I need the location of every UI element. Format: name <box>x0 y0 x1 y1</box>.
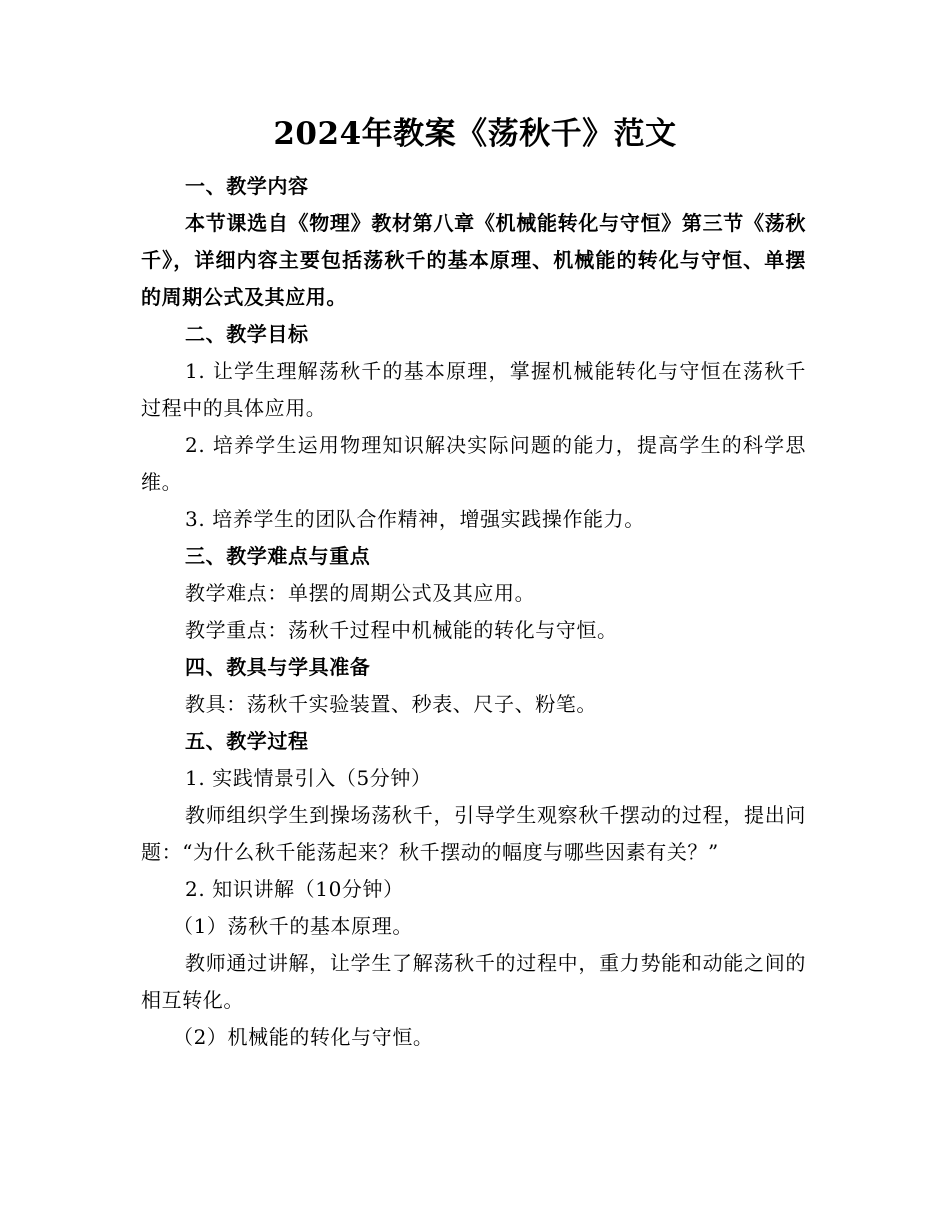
paragraph-key-point: 教学重点：荡秋千过程中机械能的转化与守恒。 <box>185 618 618 642</box>
section-heading-teaching-process: 五、教学过程 <box>185 729 309 753</box>
section-heading-teaching-goals: 二、教学目标 <box>185 322 309 346</box>
goal-item-3: 3. 培养学生的团队合作精神，增强实践操作能力。 <box>185 507 645 531</box>
document-body <box>141 168 806 1056</box>
paragraph-teaching-aids: 教具：荡秋千实验装置、秒表、尺子、粉笔。 <box>185 692 597 716</box>
sub-item-1: （1）荡秋千的基本原理。 <box>173 914 413 938</box>
section-heading-teaching-aids: 四、教具与学具准备 <box>185 655 371 679</box>
process-step-2: 2. 知识讲解（10分钟） <box>185 877 404 901</box>
goal-item-2: 2. 培养学生运用物理知识解决实际问题的能力，提高学生的科学思维。 <box>141 433 806 494</box>
paragraph-explanation: 教师通过讲解，让学生了解荡秋千的过程中，重力势能和动能之间的相互转化。 <box>141 951 806 1012</box>
section-heading-teaching-content: 一、教学内容 <box>185 174 309 198</box>
paragraph-course-source: 本节课选自《物理》教材第八章《机械能转化与守恒》第三节《荡秋千》，详细内容主要包括荡秋千的基本原理、机械能的转化与守恒、单摆的周期公式及其应用。 <box>141 211 806 309</box>
goal-item-1: 1. 让学生理解荡秋千的基本原理，掌握机械能转化与守恒在荡秋千过程中的具体应用。 <box>141 359 806 420</box>
document-title: 2024年教案《荡秋千》范文 <box>273 116 677 152</box>
section-heading-difficulties: 三、教学难点与重点 <box>185 544 371 568</box>
sub-item-2: （2）机械能的转化与守恒。 <box>173 1025 434 1049</box>
process-step-1: 1. 实践情景引入（5分钟） <box>185 766 432 790</box>
paragraph-difficulty: 教学难点：单摆的周期公式及其应用。 <box>185 581 536 605</box>
paragraph-scenario: 教师组织学生到操场荡秋千，引导学生观察秋千摆动的过程，提出问题：“为什么秋千能荡起来？秋千摆动的幅度与哪些因素有关？” <box>141 803 806 864</box>
